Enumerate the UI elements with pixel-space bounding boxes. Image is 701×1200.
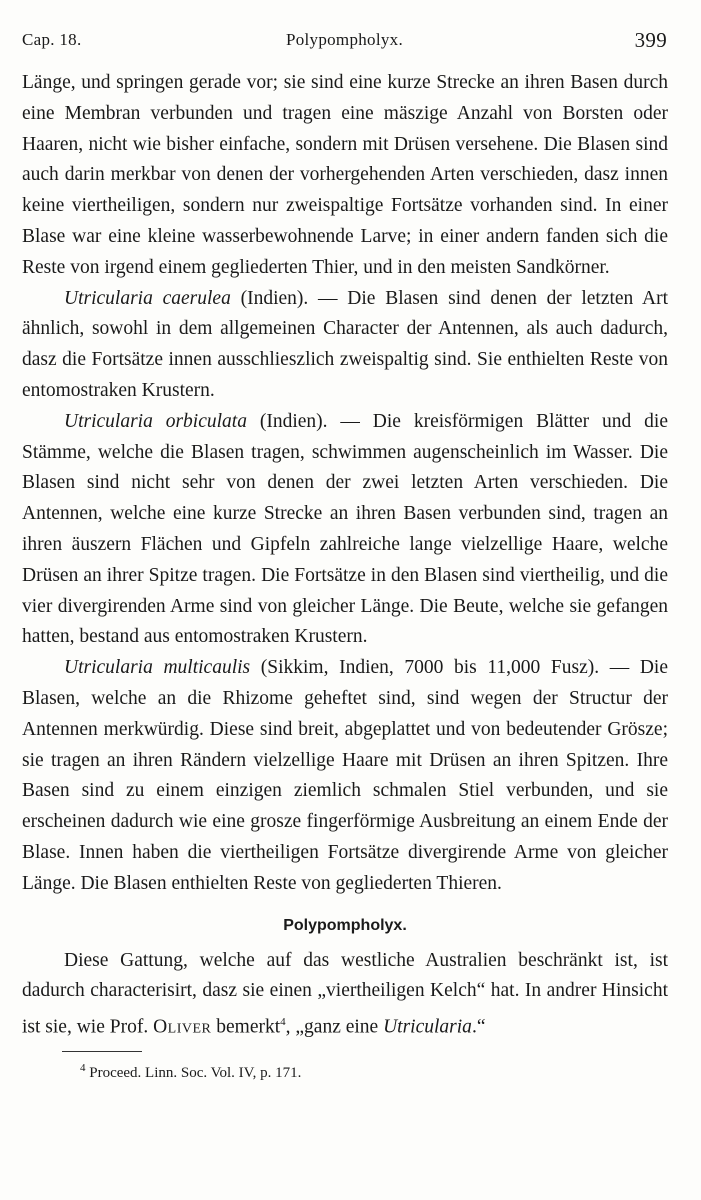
paragraph-utricularia-caerulea — [22, 284, 668, 407]
species-name: Utricularia orbiculata — [64, 410, 247, 432]
paragraph-1-text: Länge, und springen gerade vor; sie sind eine kurze Strecke an ihren Basen durch eine Membran verbunden und tragen eine mäszige Anzahl von Borsten oder Haaren, nicht wie bisher einfache, sondern mit Drüsen versehene. Die Blasen sind auch darin merkbar von denen der vorhergehenden Arten verschieden, dasz innen keine viertheiligen, sondern nur zweispaltige Fortsätze vorhanden sind. In einer Blase war eine kleine wasserbewohnende Larve; in einer andern fanden sich die Reste von irgend einem gegliederten Thier, und in den meisten Sandkörner. — [22, 72, 668, 278]
page-body — [22, 68, 668, 1083]
section-heading: Polypompholyx. — [283, 916, 407, 934]
running-title: Polypompholyx. — [285, 30, 404, 49]
paragraph-text: .“ — [471, 1016, 486, 1038]
footnote-reference[interactable]: 4 — [280, 1016, 286, 1029]
page-number: 399 — [634, 28, 667, 52]
paragraph-text: , „ganz eine — [285, 1016, 384, 1038]
paragraph-text: bemerkt — [211, 1016, 281, 1038]
paragraph-text: Diese Gattung, welche auf das westliche Australien beschränkt ist, ist dadurch characterisirt, dasz sie einen „viertheiligen Kelch“ hat. In andrer Hinsicht ist sie, wie Prof. — [22, 949, 668, 1038]
chapter-label: Cap. 18. — [22, 30, 82, 49]
paragraph-utricularia-multicaulis — [22, 653, 668, 899]
species-name: Utricularia caerulea — [64, 287, 231, 309]
running-header — [22, 28, 667, 58]
paragraph-text: (Indien). — Die kreisförmigen Blätter und die Stämme, welche die Blasen tragen, schwimmen augenscheinlich im Wasser. Die Blasen sind nicht sehr von denen der zwei letzten Arten verschieden. Die Antennen, welche eine kurze Strecke an ihren Basen verbunden sind, tragen an ihren äuszern Flächen und Gipfeln zahlreiche lange vielzellige Haare, welche Drüsen an ihrer Spitze tragen. Die Fortsätze in den Blasen sind viertheilig, und die vier divergirenden Arme sind von gleicher Länge. Die Beute, welche sie gefangen hatten, bestand aus entomostraken Krustern. — [22, 410, 668, 648]
species-name: Utricularia multicaulis — [64, 657, 251, 679]
paragraph-utricularia-orbiculata — [22, 407, 668, 653]
paragraph-polypompholyx — [22, 946, 668, 1044]
footnote-text: Proceed. Linn. Soc. Vol. IV, p. 171. — [85, 1065, 302, 1082]
paragraph-text: (Sikkim, Indien, 7000 bis 11,000 Fusz). — Die Blasen, welche an die Rhizome geheftet sind, sind wegen der Structur der Antennen merkwürdig. Diese sind breit, abgeplattet und von bedeutender Grösze; sie tragen an ihren Rändern vielzellige Haare mit Drüsen an ihren Spitzen. Ihre Basen sind zu einem einzigen ziemlich schmalen Stiel verbunden, und sie erscheinen dadurch wie eine grosze fingerförmige Ausbreitung an einem Ende der Blase. Innen haben die viertheiligen Fortsätze divergirende Arme von gleicher Länge. Die Blasen enthielten Reste von gegliederten Thieren. — [22, 657, 668, 894]
paragraph-1 — [22, 68, 668, 284]
footnote-divider — [62, 1051, 142, 1052]
paragraph-text: (Indien). — Die Blasen sind denen der letzten Art ähnlich, sowohl in dem allgemeinen Character der Antennen, als auch dadurch, dasz die Fortsätze innen ausschlieszlich zweispaltig sind. Sie enthielten Reste von entomostraken Krustern. — [22, 287, 668, 401]
genus-name: Utricularia — [383, 1016, 472, 1038]
footnote-marker: 4 — [80, 1062, 86, 1075]
author-name: Oliver — [153, 1016, 212, 1038]
footnote — [80, 1058, 668, 1083]
